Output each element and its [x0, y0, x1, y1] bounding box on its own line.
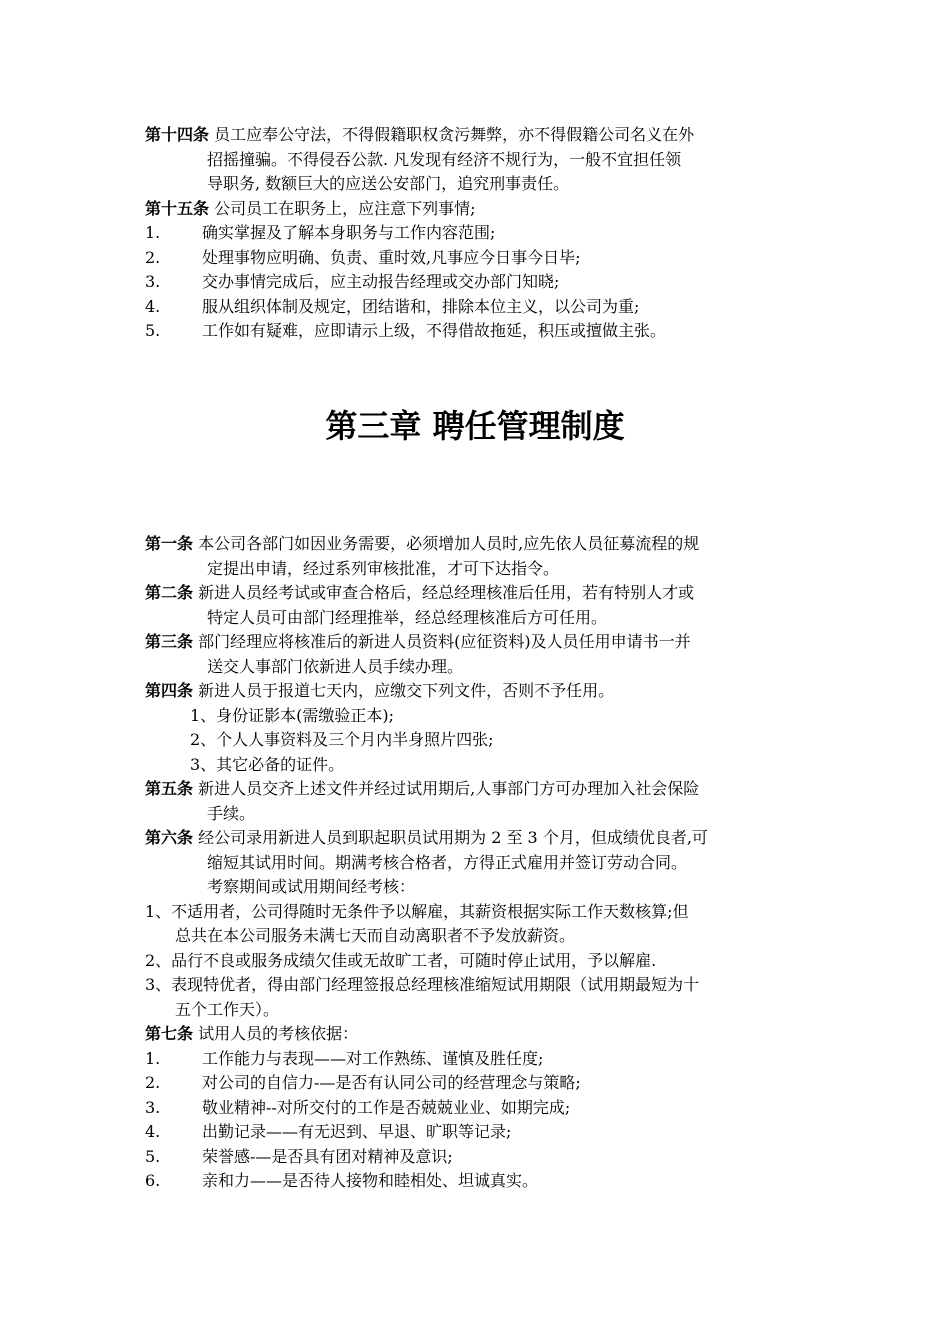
- article-1-label: 第一条: [145, 534, 194, 553]
- article-6-line-1: 第六条 经公司录用新进人员到职起职员试用期为 2 至 3 个月，但成绩优良者,可: [145, 828, 708, 847]
- list-item: 4. 服从组织体制及规定，团结谐和，排除本位主义，以公司为重;: [145, 296, 640, 316]
- list-item: 3. 敬业精神--对所交付的工作是否兢兢业业、如期完成;: [145, 1097, 571, 1117]
- article-15-label: 第十五条: [145, 198, 210, 218]
- article-5-line-2: 手续。: [207, 803, 256, 823]
- list-item: 5. 荣誉感-—是否具有团对精神及意识;: [145, 1146, 453, 1166]
- article-6-label: 第六条: [145, 828, 194, 847]
- list-item: 4. 出勤记录——有无迟到、早退、旷职等记录;: [145, 1122, 512, 1141]
- article-7-label: 第七条: [145, 1024, 194, 1043]
- article-3-line-1: 第三条 部门经理应将核准后的新进人员资料(应征资料)及人员任用申请书一并: [145, 632, 691, 651]
- article-7-line-1: 第七条 试用人员的考核依据：: [145, 1024, 359, 1043]
- article-6-line-3: 考察期间或试用期间经考核：: [207, 877, 416, 896]
- list-item: 2、个人人事资料及三个月内半身照片四张;: [190, 730, 494, 749]
- list-item-continuation: 总共在本公司服务未满七天而自动离职者不予发放薪资。: [175, 926, 576, 945]
- list-item: 2、品行不良或服务成绩欠佳或无故旷工者，可随时停止试用，予以解雇.: [145, 950, 657, 970]
- article-3-label: 第三条: [145, 632, 194, 651]
- list-item: 1. 工作能力与表现——对工作熟练、谨慎及胜任度;: [145, 1048, 544, 1068]
- list-item: 3. 交办事情完成后，应主动报告经理或交办部门知晓;: [145, 272, 560, 291]
- list-item: 2. 对公司的自信力-—是否有认同公司的经营理念与策略;: [145, 1073, 581, 1092]
- section-main: [145, 532, 815, 1194]
- article-2-line-1: 第二条 新进人员经考试或审查合格后，经总经理核准后任用，若有特别人才或: [145, 583, 695, 602]
- article-15-line-1: 第十五条 公司员工在职务上，应注意下列事情;: [145, 198, 476, 218]
- article-3-line-2: 送交人事部门依新进人员手续办理。: [207, 656, 464, 676]
- article-14-line-2: 招摇撞骗。不得侵吞公款. 凡发现有经济不规行为，一般不宜担任领: [207, 149, 682, 169]
- section-top: [145, 123, 815, 344]
- list-item: 3、其它必备的证件。: [190, 754, 345, 774]
- list-item-continuation: 五个工作天）。: [175, 999, 280, 1019]
- article-1-line-2: 定提出申请，经过系列审核批准，才可下达指令。: [207, 558, 560, 578]
- article-5-line-1: 第五条 新进人员交齐上述文件并经过试用期后,人事部门方可办理加入社会保险: [145, 779, 700, 798]
- list-item: 1、不适用者，公司得随时无条件予以解雇，其薪资根据实际工作天数核算;但: [145, 901, 689, 921]
- article-6-line-2: 缩短其试用时间。期满考核合格者，方得正式雇用并签订劳动合同。: [207, 852, 688, 872]
- article-5-label: 第五条: [145, 779, 194, 798]
- list-item: 1、身份证影本(需缴验正本);: [190, 705, 395, 725]
- list-item: 3、表现特优者，得由部门经理签报总经理核准缩短试用期限（试用期最短为十: [145, 975, 700, 994]
- article-14-label: 第十四条: [145, 125, 210, 144]
- chapter-title: 第三章 聘任管理制度: [325, 407, 625, 445]
- article-1-line-1: 第一条 本公司各部门如因业务需要，必须增加人员时,应先依人员征募流程的规: [145, 534, 700, 553]
- article-2-label: 第二条: [145, 583, 194, 602]
- article-4-label: 第四条: [145, 681, 194, 700]
- list-item: 2. 处理事物应明确、负责、重时效,凡事应今日事今日毕;: [145, 247, 581, 267]
- article-2-line-2: 特定人员可由部门经理推举，经总经理核准后方可任用。: [207, 607, 608, 627]
- list-item: 1. 确实掌握及了解本身职务与工作内容范围;: [145, 223, 496, 242]
- article-4-line-1: 第四条 新进人员于报道七天内，应缴交下列文件，否则不予任用。: [145, 681, 615, 700]
- article-14-line-1: 第十四条 员工应奉公守法，不得假籍职权贪污舞弊，亦不得假籍公司名义在外: [145, 125, 695, 144]
- article-14-line-3: 导职务, 数额巨大的应送公安部门，追究刑事责任。: [207, 174, 570, 193]
- list-item: 5. 工作如有疑难，应即请示上级，不得借故拖延，积压或擅做主张。: [145, 321, 667, 340]
- list-item: 6. 亲和力——是否待人接物和睦相处、坦诚真实。: [145, 1171, 539, 1190]
